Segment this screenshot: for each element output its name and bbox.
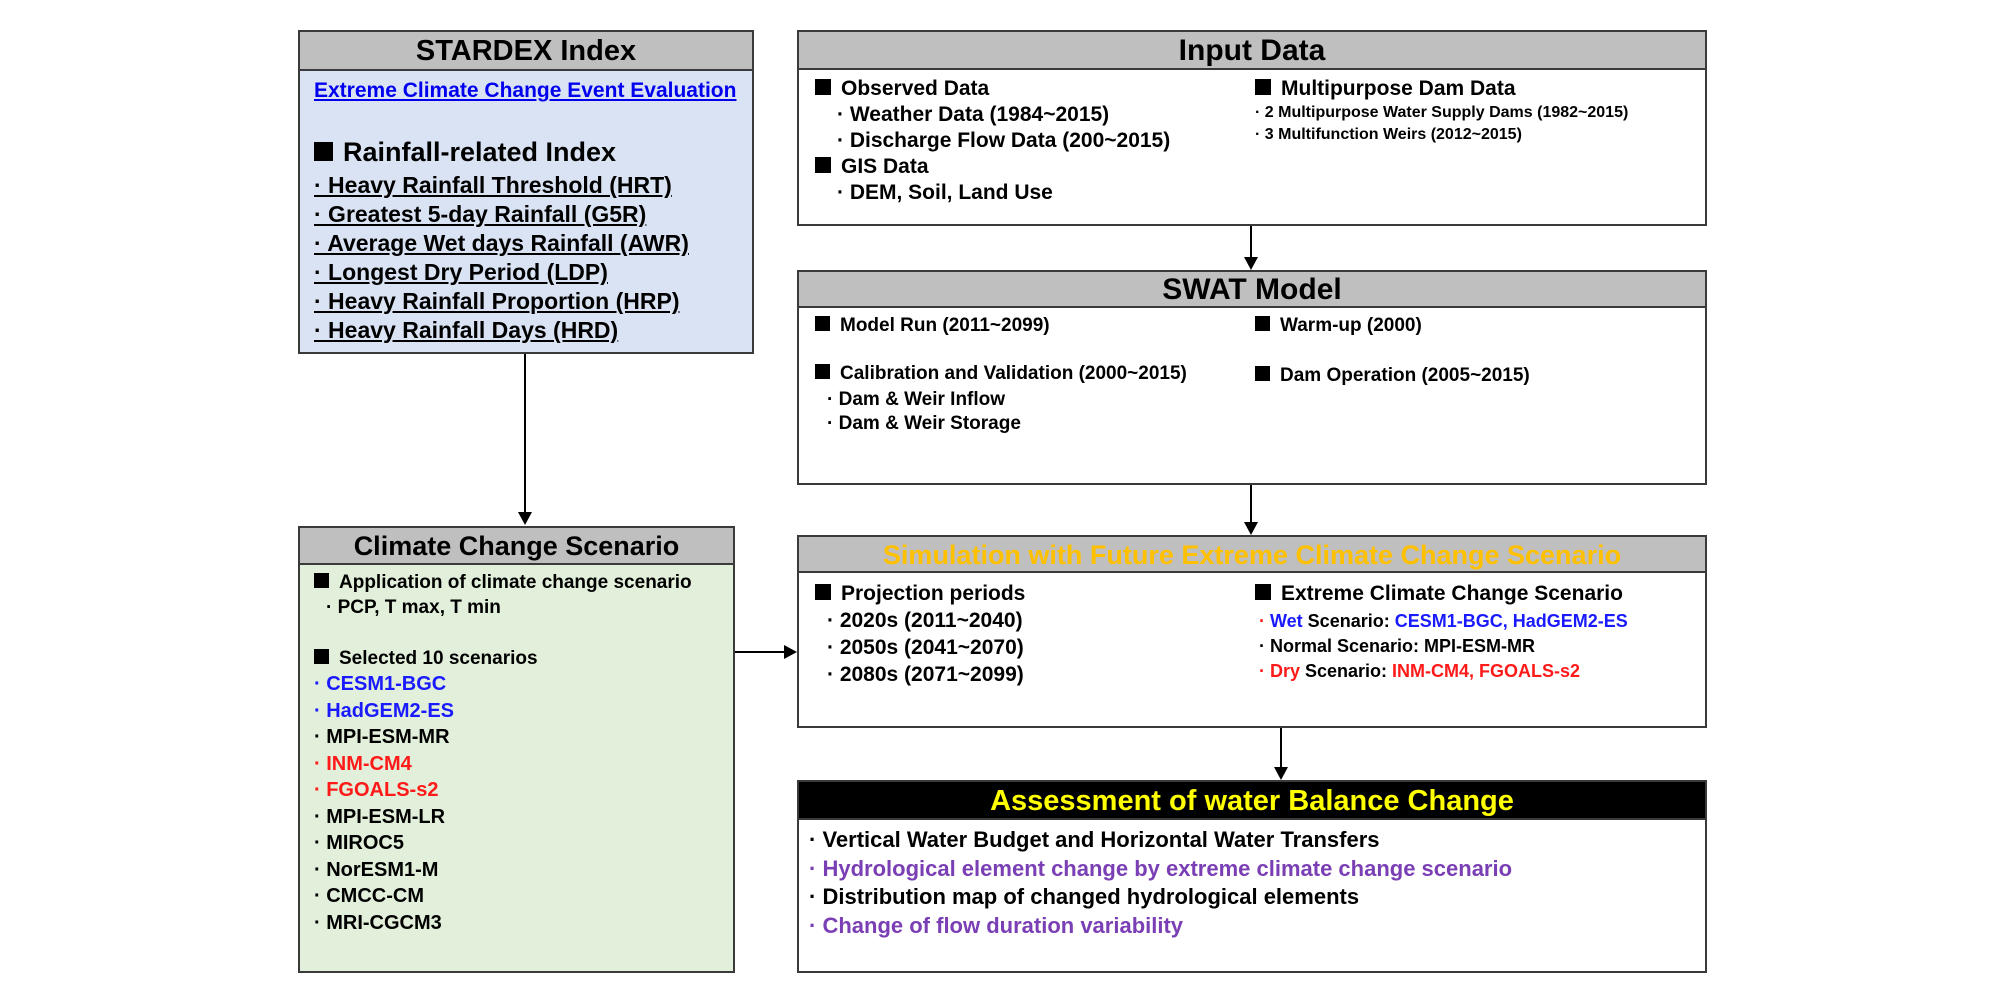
- stardex-item-hrd: · Heavy Rainfall Days (HRD): [314, 317, 619, 343]
- assessment-text: Hydrological element change by extreme climate change scenario: [822, 855, 1513, 881]
- scenario-item: [314, 700, 454, 723]
- climate-variables-item: · PCP, T max, T min: [326, 597, 501, 618]
- warmup-item: [1255, 315, 1422, 337]
- swat-model-title: SWAT Model: [799, 272, 1705, 308]
- square-bullet-icon: [815, 79, 831, 95]
- assessment-item: [809, 827, 1380, 853]
- scenario-name: CMCC-CM: [326, 885, 424, 907]
- dry-label: Dry: [1270, 661, 1301, 681]
- dem-soil-landuse-item: · DEM, Soil, Land Use: [837, 181, 1053, 204]
- model-run-label: Model Run (2011~2099): [840, 315, 1050, 336]
- projection-periods-heading: [815, 582, 1025, 606]
- square-bullet-icon: [815, 364, 830, 379]
- arrowhead-down: [1274, 767, 1288, 780]
- scenario-item: [314, 673, 446, 696]
- square-bullet-icon: [1255, 584, 1271, 600]
- input-data-title: Input Data: [799, 32, 1705, 70]
- observed-data-heading: [815, 77, 989, 101]
- selected-scenarios-label: Selected 10 scenarios: [339, 648, 538, 669]
- scenario-item: [314, 885, 424, 908]
- bullet-dot: ·: [314, 858, 327, 881]
- observed-data-label: Observed Data: [841, 77, 990, 100]
- simulation-title: Simulation with Future Extreme Climate Change Scenario: [799, 537, 1705, 573]
- arrow-input-to-swat: [1250, 226, 1252, 257]
- scenario-item: [314, 832, 404, 855]
- dry-scenario-label: Scenario:: [1300, 661, 1393, 681]
- normal-scenario-item: · Normal Scenario: MPI-ESM-MR: [1259, 636, 1536, 656]
- bullet-dot: ·: [314, 885, 327, 907]
- bullet-dot: ·: [314, 805, 327, 828]
- square-bullet-icon: [314, 649, 329, 664]
- dam-data-heading: [1255, 77, 1516, 101]
- arrow-simulation-to-assessment: [1280, 728, 1282, 767]
- assessment-text: Vertical Water Budget and Horizontal Water Transfers: [822, 827, 1380, 852]
- arrowhead-down: [1244, 257, 1258, 270]
- scenario-item: [314, 753, 412, 776]
- dam-weir-storage-item: · Dam & Weir Storage: [827, 413, 1021, 434]
- arrow-climate-to-simulation: [735, 651, 784, 653]
- swat-model-box: [797, 270, 1707, 485]
- bullet-dot: ·: [314, 699, 327, 722]
- scenario-name: MPI-ESM-LR: [326, 805, 446, 828]
- warmup-label: Warm-up (2000): [1280, 315, 1422, 336]
- assessment-item: [809, 856, 1512, 882]
- scenario-name: FGOALS-s2: [326, 779, 439, 801]
- square-bullet-icon: [314, 142, 333, 161]
- rainfall-index-heading: [314, 137, 616, 168]
- calibration-label: Calibration and Validation (2000~2015): [840, 363, 1187, 384]
- bullet-dot: ·: [1259, 661, 1270, 681]
- rainfall-index-label: Rainfall-related Index: [343, 137, 617, 167]
- assessment-box: [797, 780, 1707, 973]
- scenario-item: [314, 806, 445, 829]
- simulation-box: [797, 535, 1707, 728]
- scenario-name: CESM1-BGC: [326, 673, 447, 695]
- bullet-dot: ·: [314, 673, 327, 695]
- scenario-name: MRI-CGCM3: [326, 911, 442, 934]
- bullet-dot: ·: [314, 832, 327, 854]
- dry-scenario-item: [1259, 661, 1580, 682]
- extreme-scenario-label: Extreme Climate Change Scenario: [1281, 582, 1623, 605]
- bullet-dot: ·: [314, 752, 327, 775]
- extreme-scenario-heading: [1255, 582, 1623, 606]
- scenario-name: NorESM1-M: [326, 858, 439, 881]
- assessment-text: Distribution map of changed hydrological elements: [822, 884, 1360, 909]
- assessment-title: Assessment of water Balance Change: [799, 782, 1705, 820]
- bullet-dot: ·: [314, 779, 327, 801]
- bullet-dot: ·: [809, 884, 823, 909]
- scenario-item: [314, 912, 442, 935]
- bullet-dot: ·: [809, 827, 823, 852]
- scenario-name: HadGEM2-ES: [326, 699, 455, 722]
- weather-data-item: · Weather Data (1984~2015): [837, 103, 1110, 126]
- assessment-item: [809, 884, 1359, 910]
- scenario-name: MPI-ESM-MR: [326, 726, 450, 748]
- stardex-item-hrp: · Heavy Rainfall Proportion (HRP): [314, 288, 680, 314]
- scenario-item: [314, 779, 438, 802]
- stardex-item-g5r: · Greatest 5-day Rainfall (G5R): [314, 201, 647, 227]
- period-2080s: · 2080s (2071~2099): [827, 663, 1024, 686]
- discharge-data-item: · Discharge Flow Data (200~2015): [837, 129, 1171, 152]
- assessment-text: Change of flow duration variability: [822, 912, 1184, 938]
- arrowhead-down: [1244, 522, 1258, 535]
- period-2020s: · 2020s (2011~2040): [827, 609, 1023, 632]
- climate-change-scenario-title: Climate Change Scenario: [300, 528, 733, 565]
- stardex-index-title: STARDEX Index: [300, 32, 752, 71]
- arrowhead-down: [518, 512, 532, 525]
- application-heading: [314, 572, 692, 594]
- dam-weir-inflow-item: · Dam & Weir Inflow: [827, 389, 1006, 410]
- wet-models: CESM1-BGC, HadGEM2-ES: [1394, 611, 1628, 631]
- period-2050s: · 2050s (2041~2070): [827, 636, 1024, 659]
- assessment-item: [809, 913, 1183, 939]
- input-data-box: [797, 30, 1707, 226]
- wet-scenario-label: Scenario:: [1302, 611, 1395, 631]
- calibration-item: [815, 363, 1187, 385]
- dam-item-weirs: · 3 Multifunction Weirs (2012~2015): [1255, 126, 1522, 143]
- model-run-item: [815, 315, 1050, 337]
- stardex-link[interactable]: Extreme Climate Change Event Evaluation: [314, 79, 737, 102]
- square-bullet-icon: [1255, 79, 1271, 95]
- arrow-swat-to-simulation: [1250, 485, 1252, 522]
- scenario-name: INM-CM4: [326, 752, 412, 775]
- dam-operation-item: [1255, 365, 1530, 387]
- wet-scenario-item: [1259, 611, 1628, 632]
- gis-data-label: GIS Data: [841, 155, 929, 178]
- stardex-item-awr: · Average Wet days Rainfall (AWR): [314, 230, 689, 256]
- wet-label: Wet: [1270, 611, 1303, 631]
- selected-scenarios-heading: [314, 648, 538, 670]
- climate-change-scenario-box: [298, 526, 735, 973]
- arrow-stardex-to-climate: [524, 354, 526, 512]
- dam-operation-label: Dam Operation (2005~2015): [1280, 365, 1530, 386]
- stardex-item-hrt: · Heavy Rainfall Threshold (HRT): [314, 172, 672, 198]
- square-bullet-icon: [815, 584, 831, 600]
- dam-item-supply: · 2 Multipurpose Water Supply Dams (1982~2015): [1255, 104, 1629, 121]
- square-bullet-icon: [314, 573, 329, 588]
- dam-data-label: Multipurpose Dam Data: [1281, 77, 1516, 100]
- stardex-index-box: [298, 30, 754, 354]
- projection-periods-label: Projection periods: [841, 582, 1026, 605]
- stardex-item-ldp: · Longest Dry Period (LDP): [314, 259, 608, 285]
- bullet-dot: ·: [1259, 611, 1270, 631]
- square-bullet-icon: [1255, 366, 1270, 381]
- gis-data-heading: [815, 155, 929, 179]
- square-bullet-icon: [1255, 316, 1270, 331]
- bullet-dot: ·: [809, 912, 823, 938]
- scenario-name: MIROC5: [326, 832, 405, 854]
- scenario-item: [314, 859, 438, 882]
- bullet-dot: ·: [809, 855, 823, 881]
- bullet-dot: ·: [314, 911, 327, 934]
- bullet-dot: ·: [314, 726, 327, 748]
- square-bullet-icon: [815, 157, 831, 173]
- arrowhead-right: [784, 645, 797, 659]
- application-label: Application of climate change scenario: [339, 572, 692, 593]
- dry-models: INM-CM4, FGOALS-s2: [1392, 661, 1581, 681]
- scenario-item: [314, 726, 450, 749]
- square-bullet-icon: [815, 316, 830, 331]
